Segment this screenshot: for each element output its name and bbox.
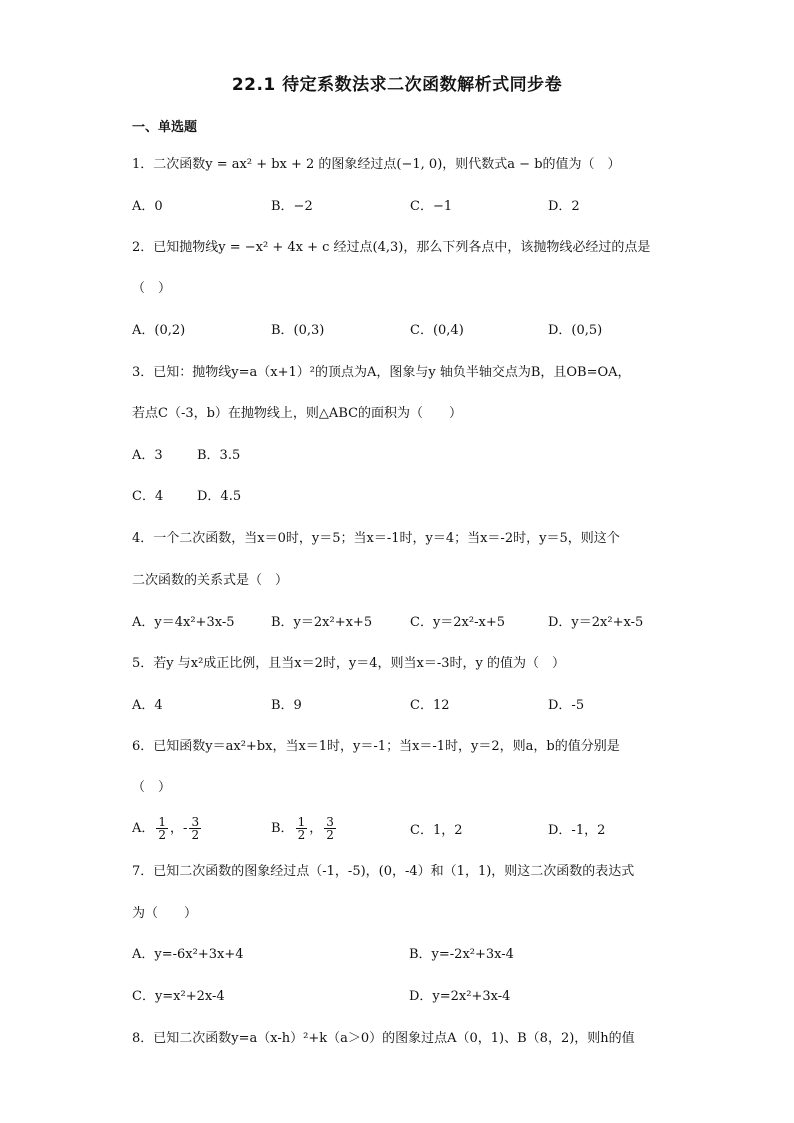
option-a: A．y=-6x²+3x+4: [132, 947, 244, 962]
option-a: A．0: [132, 199, 163, 214]
option-c: C．4: [132, 489, 164, 504]
option-b: B．y＝2x²+x+5: [271, 615, 373, 630]
question-1-stem: 1．二次函数y = ax² + bx + 2 的图象经过点(−1, 0)，则代数式a − b的值为（ ）: [132, 157, 621, 172]
question-3-options-row2: [132, 488, 672, 510]
question-4-options: [132, 614, 672, 636]
option-b-label: B．: [271, 821, 294, 836]
option-b: B．y=-2x²+3x-4: [409, 947, 514, 962]
option-d: D．y=2x²+3x-4: [409, 989, 511, 1004]
question-1-options: [132, 198, 672, 220]
question-3-stem-line1: 3．已知：抛物线y=a（x+1）²的顶点为A，图象与y 轴负半轴交点为B，且OB=OA，: [132, 365, 631, 380]
fraction: [296, 816, 308, 841]
question-6-stem-line1: 6．已知函数y＝ax²+bx，当x＝1时，y＝-1；当x＝-1时，y＝2，则a，b的值分别是: [132, 739, 620, 754]
option-c: C．(0,4): [410, 323, 464, 338]
option-d: D．-1，2: [548, 823, 606, 838]
numerator: 1: [158, 815, 167, 829]
section-heading: 一、单选题: [132, 120, 198, 135]
denominator: 2: [297, 828, 306, 842]
option-c: C．12: [410, 698, 450, 713]
option-d: D．2: [548, 199, 580, 214]
option-a: A．4: [132, 698, 163, 713]
option-a: A．3: [132, 448, 163, 463]
option-d: D．(0,5): [548, 323, 603, 338]
question-7-stem-line2: 为（ ）: [132, 906, 198, 921]
question-7-options-row1: [132, 946, 672, 968]
option-b: [271, 816, 338, 841]
numerator: 1: [297, 815, 306, 829]
numerator: 3: [326, 815, 334, 829]
denominator: 2: [191, 828, 200, 842]
question-3-stem-line2: 若点C（-3，b）在抛物线上，则△ABC的面积为（ ）: [132, 406, 463, 421]
option-b: B．(0,3): [271, 323, 325, 338]
option-a-label: A．: [132, 821, 155, 836]
question-5-stem: 5．若y 与x²成正比例，且当x＝2时，y＝4，则当x＝-3时，y 的值为（ ）: [132, 656, 565, 671]
option-b: B．9: [271, 698, 302, 713]
question-5-options: [132, 697, 672, 719]
option-c: C．1，2: [410, 823, 463, 838]
option-b: B．−2: [271, 199, 313, 214]
option-c: C．−1: [410, 199, 453, 214]
option-c: C．y=x²+2x-4: [132, 989, 225, 1004]
option-c: C．y＝2x²-x+5: [410, 615, 505, 630]
separator: ，: [309, 821, 323, 836]
question-7-options-row2: [132, 988, 672, 1010]
question-4-stem-line1: 4．一个二次函数，当x＝0时，y＝5；当x＝-1时，y＝4；当x＝-2时，y＝5，则这个: [132, 531, 620, 546]
question-2-stem-line2: （ ）: [132, 281, 172, 296]
question-2-options: [132, 322, 672, 344]
question-4-stem-line2: 二次函数的关系式是（ ）: [132, 573, 289, 588]
option-a: [132, 816, 203, 841]
numerator: 3: [191, 815, 200, 829]
fraction: [324, 816, 336, 841]
question-6-options: [132, 816, 672, 850]
question-2-stem-line1: 2．已知抛物线y = −x² + 4x + c 经过点(4,3)，那么下列各点中，该抛物线必经过的点是: [132, 240, 651, 255]
denominator: 2: [326, 828, 334, 842]
fraction: [156, 816, 168, 841]
option-d: D．4.5: [197, 489, 242, 504]
option-a: A．y＝4x²+3x-5: [132, 615, 235, 630]
separator: ，-: [170, 821, 188, 836]
denominator: 2: [158, 828, 167, 842]
option-a: A．(0,2): [132, 323, 186, 338]
question-3-options-row1: [132, 447, 672, 469]
option-b: B．3.5: [197, 448, 241, 463]
option-d: D．-5: [548, 698, 585, 713]
fraction: [189, 816, 201, 841]
question-7-stem-line1: 7．已知二次函数的图象经过点（-1，-5)，(0，-4）和（1，1)，则这二次函数的表达式: [132, 864, 635, 879]
question-8-stem: 8．已知二次函数y=a（x-h）²+k（a＞0）的图象过点A（0，1)、B（8，2)，则h的值: [132, 1031, 635, 1046]
option-d: D．y＝2x²+x-5: [548, 615, 644, 630]
page-title: 22.1 待定系数法求二次函数解析式同步卷: [231, 75, 563, 95]
question-6-stem-line2: （ ）: [132, 780, 172, 795]
